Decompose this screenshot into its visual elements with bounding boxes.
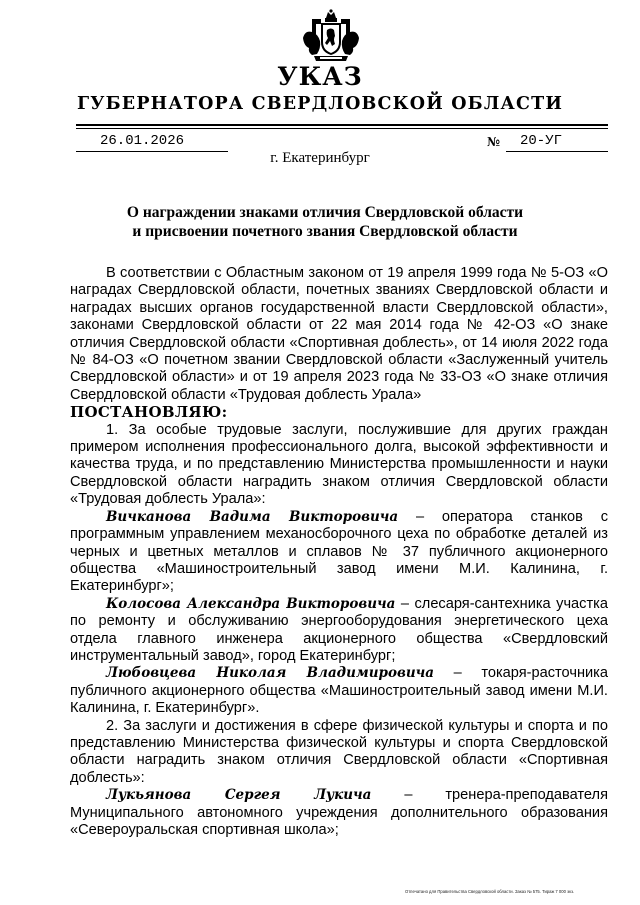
awardee-name: Колосова Александра Викторовича	[106, 595, 396, 612]
awardee-description: – токаря-расточника публичного акционерного общества «Машиностроительный завод имени М.И. Калинина, г. Екатеринбург».	[70, 665, 608, 717]
awardee-description: – тренера-преподавателя Муниципального автономного учреждения дополнительного образования «Североуральская спортивная школа»;	[70, 787, 608, 838]
awardee-name: Вичканова Вадима Викторовича	[106, 508, 399, 525]
number-sign: №	[487, 135, 501, 149]
section-2-paragraph: 2. За заслуги и достижения в сфере физической культуры и спорта и по представлению Министерства физической культуры и спорта Свердловской области наградить знаком отличия Свердловской области «Спортивная доблесть»:	[70, 717, 608, 786]
awardee-name: Лукьянова Сергея Лукича	[106, 787, 372, 804]
subject-line-2: и присвоении почетного звания Свердловской области	[132, 223, 518, 240]
decree-heading: ПОСТАНОВЛЯЮ:	[70, 403, 228, 422]
awardee-paragraph	[70, 665, 608, 717]
document-body	[70, 265, 608, 839]
document-number: 20-УГ	[520, 133, 563, 149]
awardee-description: – оператора станков с программным управлением механосборочного цеха по обработке деталей из черных и цветных металлов и сплавов № 37 публичного акционерного общества «Машиностроительный завод имени М.И. Калинина, г. Екатеринбург»;	[70, 508, 608, 595]
awardee-name: Любовцева Николая Владимировича	[106, 665, 435, 682]
awardee-paragraph	[70, 787, 608, 839]
issue-city: г. Екатеринбург	[270, 150, 370, 166]
preamble-paragraph: В соответствии с Областным законом от 19 апреля 1999 года № 5-ОЗ «О наградах Свердловской области, почетных званиях Свердловской области и наградах высших органов государственной власти Свердловской области», законами Свердловской области от 22 мая 2014 года № 42-ОЗ «О знаке отличия Свердловской области «Спортивная доблесть», от 14 июля 2022 года № 84-ОЗ «О почетном звании Свердловской области «Заслуженный учитель Свердловской области» и от 19 апреля 2023 года № 33-ОЗ «О знаке отличия Свердловской области «Трудовая доблесть Урала»	[70, 265, 608, 403]
document-type-title: УКАЗ	[277, 62, 363, 91]
section-1-paragraph: 1. За особые трудовые заслуги, послужившие для других граждан примером исполнения профессионального долга, высокой эффективности и качества труда, и по представлению Министерства промышленности и науки Свердловской области наградить знаком отличия Свердловской области «Трудовая доблесть Урала»:	[70, 421, 608, 508]
awardee-description: – слесаря-сантехника участка по ремонту и обслуживанию энергооборудования энергетического цеха отдела главного инженера акционерного общества «Свердловский инструментальный завод», город Екатеринбург;	[70, 595, 608, 664]
issuer-title: ГУБЕРНАТОРА СВЕРДЛОВСКОЙ ОБЛАСТИ	[76, 94, 564, 114]
subject-line-1: О награждении знаками отличия Свердловской области	[126, 204, 524, 221]
header-divider-thin	[76, 128, 608, 129]
awardee-paragraph	[70, 509, 608, 596]
coat-of-arms-icon	[300, 8, 362, 66]
document-subject	[60, 203, 590, 241]
awardee-paragraph	[70, 596, 608, 666]
header-divider-thick	[76, 124, 608, 126]
document-date: 26.01.2026	[100, 133, 185, 149]
print-imprint-footer: Отпечатано для Правительства Свердловской области. Заказ № 575. Тираж 7 000 экз.	[405, 889, 575, 894]
